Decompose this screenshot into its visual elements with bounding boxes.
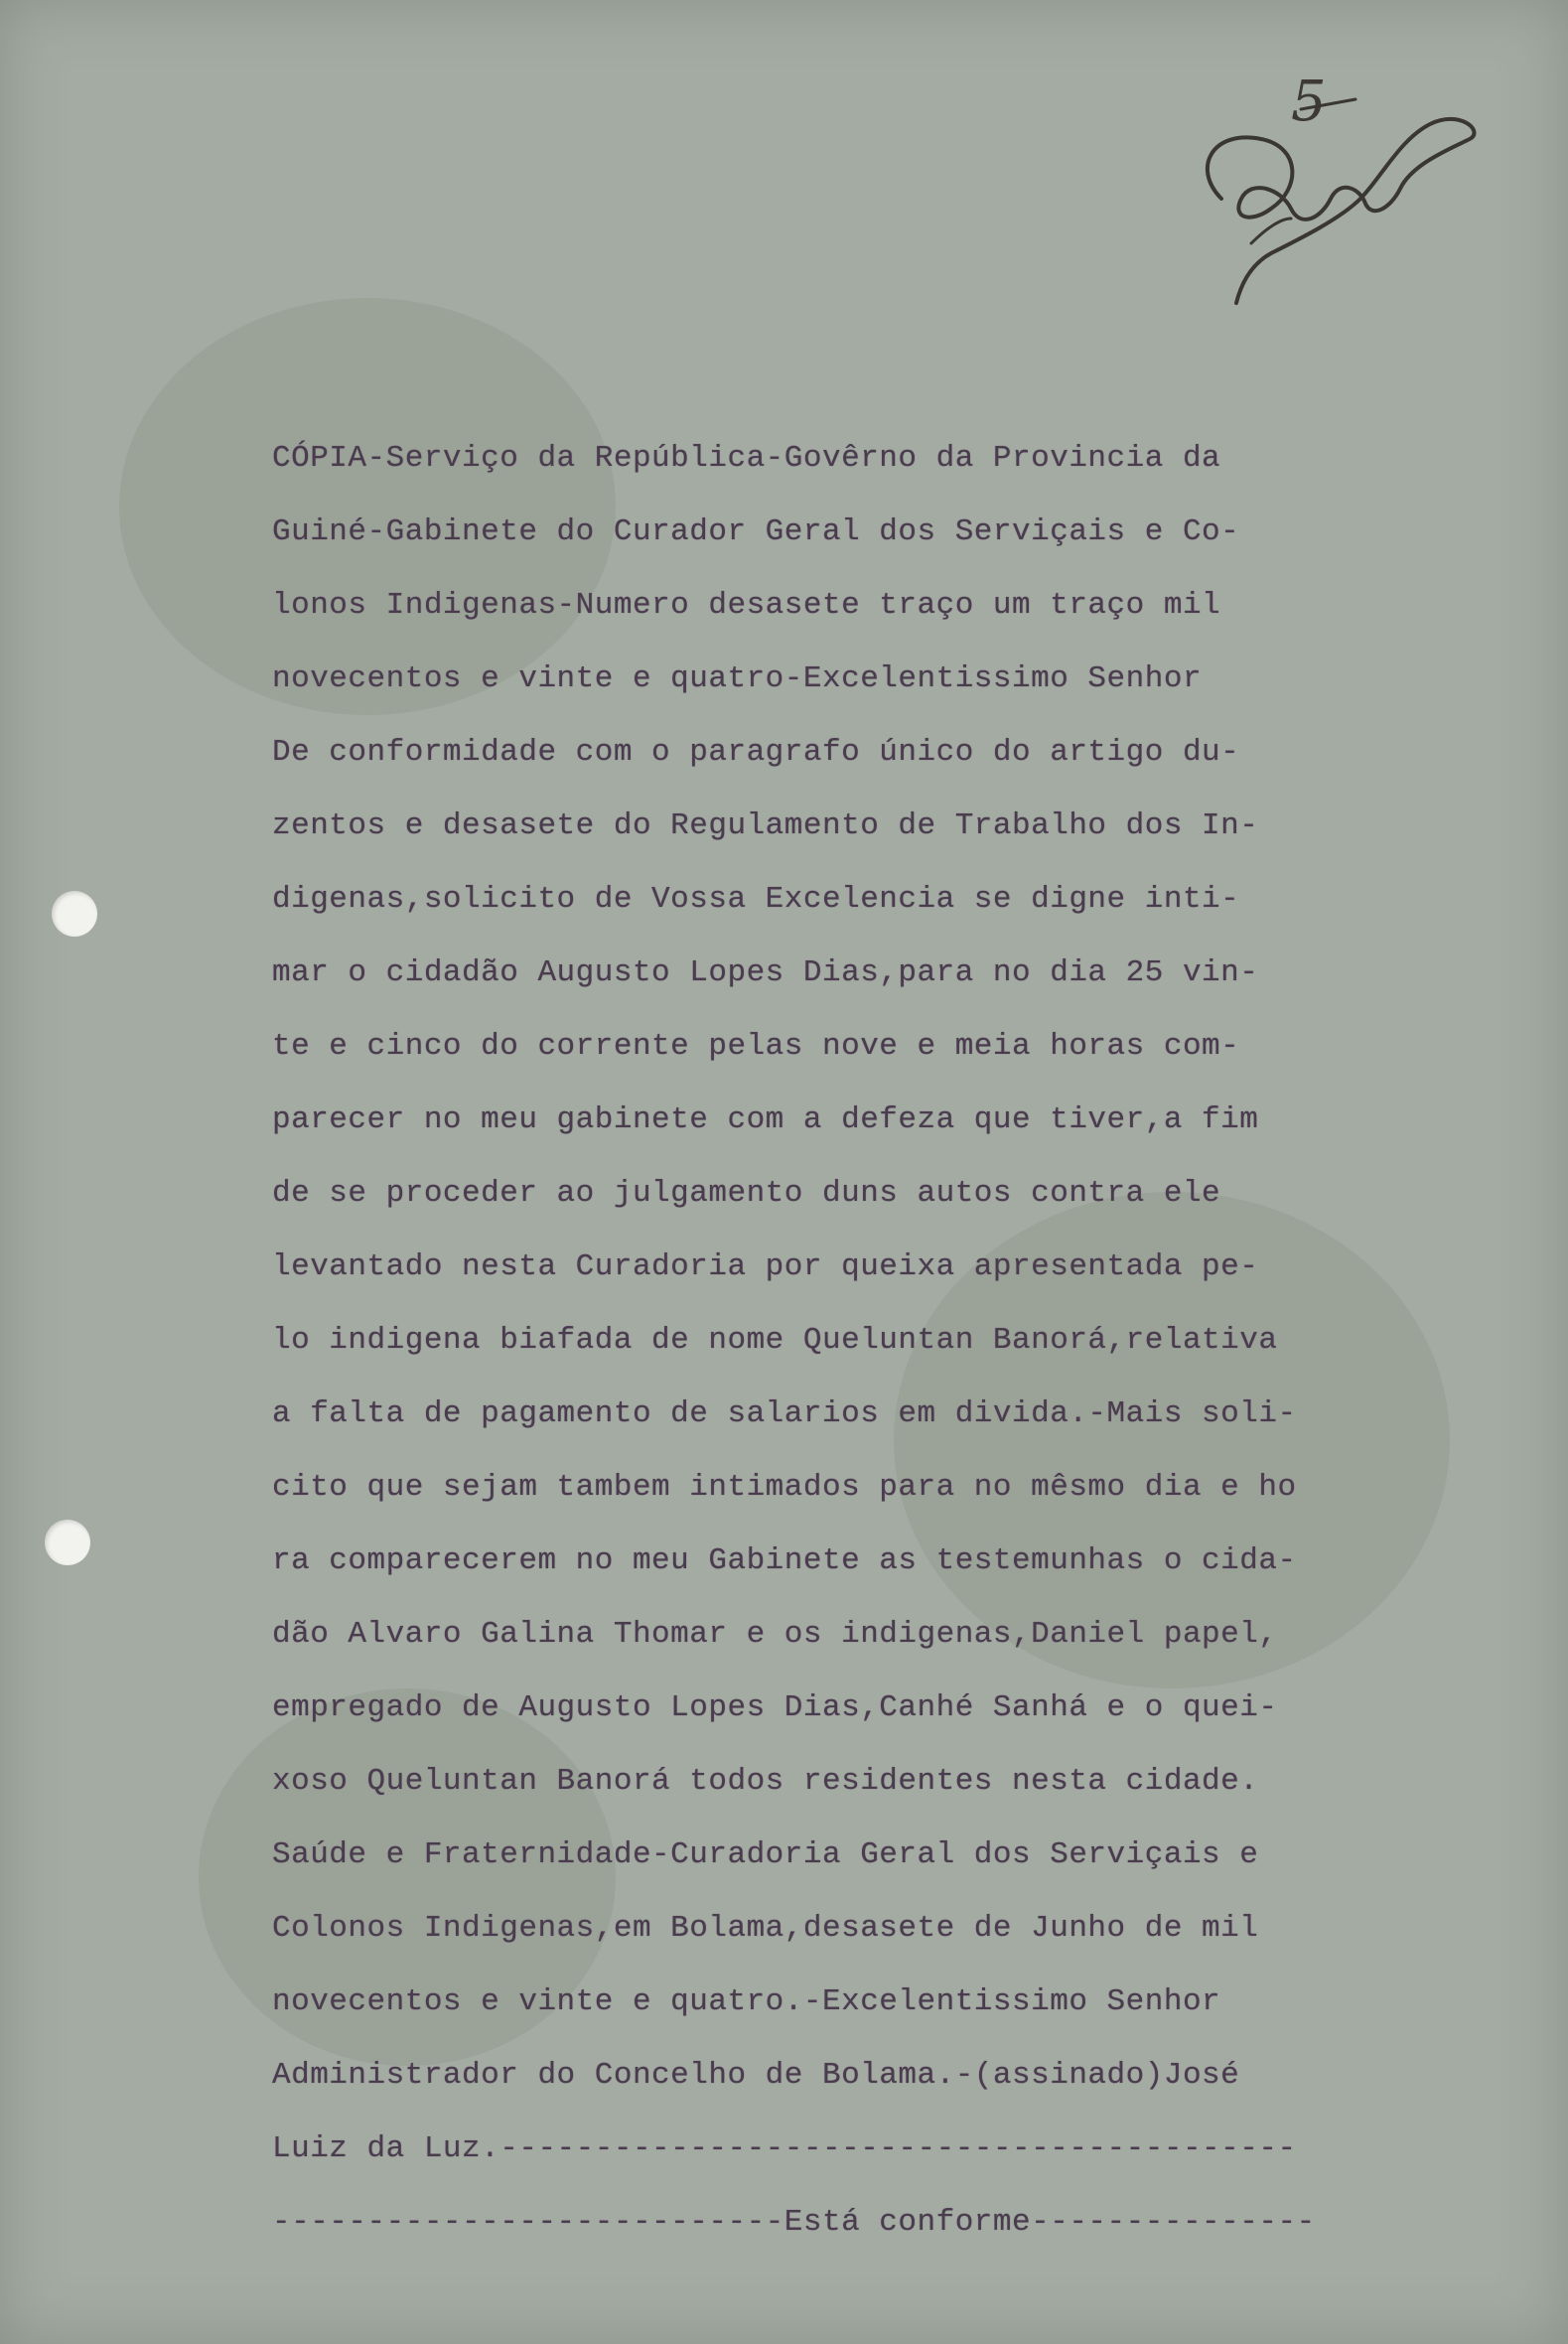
text-line: xoso Queluntan Banorá todos residentes nesta cidade. (272, 1764, 1259, 1799)
text-line: novecentos e vinte e quatro.-Excelentissimo Senhor (272, 1984, 1221, 2019)
text-line: Guiné-Gabinete do Curador Geral dos Serviçais e Co- (272, 514, 1240, 549)
text-line: ---------------------------Está conforme--------------- (272, 2205, 1316, 2240)
text-line: CÓPIA-Serviço da República-Govêrno da Provincia da (272, 441, 1221, 476)
text-line: parecer no meu gabinete com a defeza que tiver,a fim (272, 1102, 1259, 1137)
document-body (272, 422, 1374, 2260)
text-line: zentos e desasete do Regulamento de Trabalho dos In- (272, 808, 1259, 843)
punch-hole-bottom (45, 1520, 90, 1565)
text-line: novecentos e vinte e quatro-Excelentissimo Senhor (272, 661, 1203, 696)
signature-rubric (1152, 70, 1490, 328)
text-line: De conformidade com o paragrafo único do artigo du- (272, 735, 1240, 770)
text-line: cito que sejam tambem intimados para no mêsmo dia e ho (272, 1470, 1297, 1505)
text-line: de se proceder ao julgamento duns autos contra ele (272, 1176, 1221, 1211)
text-line: digenas,solicito de Vossa Excelencia se digne inti- (272, 882, 1240, 917)
folio-number: 5 (1291, 70, 1327, 134)
text-line: Saúde e Fraternidade-Curadoria Geral dos Serviçais e (272, 1837, 1259, 1872)
text-line: levantado nesta Curadoria por queixa apresentada pe- (272, 1249, 1259, 1284)
text-line: lo indigena biafada de nome Queluntan Banorá,relativa (272, 1323, 1278, 1358)
text-line: empregado de Augusto Lopes Dias,Canhé Sanhá e o quei- (272, 1690, 1278, 1725)
text-line: dão Alvaro Galina Thomar e os indigenas,Daniel papel, (272, 1617, 1278, 1652)
text-line: Administrador do Concelho de Bolama.-(assinado)José (272, 2058, 1240, 2093)
text-line: ra comparecerem no meu Gabinete as testemunhas o cida- (272, 1543, 1297, 1578)
folio-mark (1152, 70, 1490, 328)
text-line: Luiz da Luz.------------------------------------------ (272, 2131, 1297, 2166)
punch-hole-top (52, 891, 97, 937)
text-line: lonos Indigenas-Numero desasete traço um traço mil (272, 588, 1221, 623)
text-line: Colonos Indigenas,em Bolama,desasete de Junho de mil (272, 1911, 1259, 1946)
text-line: a falta de pagamento de salarios em divida.-Mais soli- (272, 1396, 1297, 1431)
text-line: te e cinco do corrente pelas nove e meia horas com- (272, 1029, 1240, 1064)
text-line: mar o cidadão Augusto Lopes Dias,para no dia 25 vin- (272, 955, 1259, 990)
